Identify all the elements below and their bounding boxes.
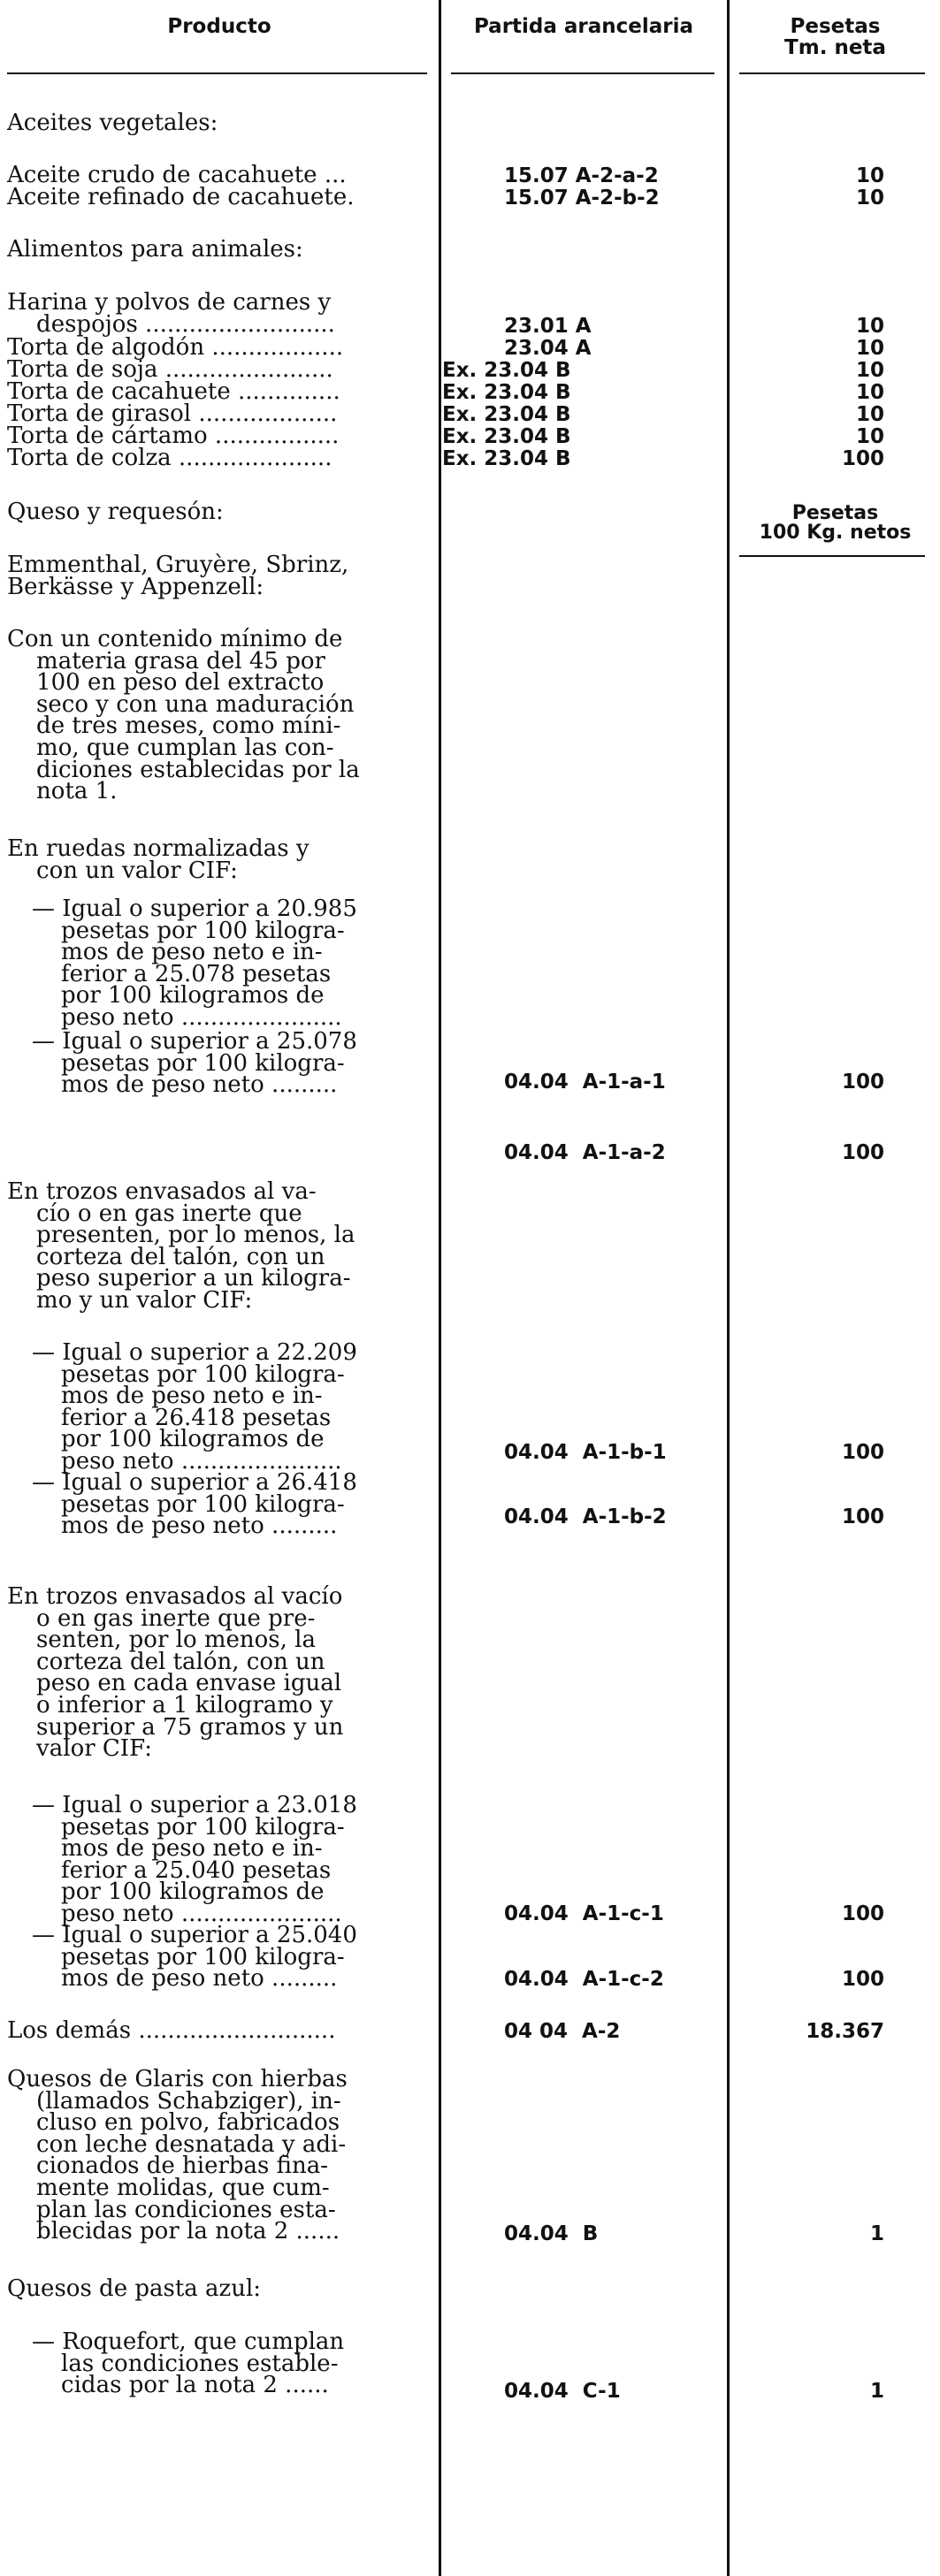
code-demas: 04 04 A-2 — [504, 2020, 621, 2043]
row-product: Torta de algodón .................. — [7, 334, 344, 361]
row-code: 23.04 A — [504, 337, 592, 360]
paragraph-c2: — Igual o superior a 25.040 pesetas por 100 kilogra- mos de peso neto ......... — [32, 1922, 357, 1993]
section-azul: Quesos de pasta azul: — [7, 2275, 262, 2302]
row-value: 10 — [855, 403, 884, 426]
value-t2: 100 — [841, 1505, 884, 1528]
paragraph-c1: — Igual o superior a 23.018 pesetas por 100 kilogra- mos de peso neto e in- ferior a 25.040 pesetas por 100 kilogramos de peso neto ...................... — [32, 1792, 357, 1927]
value-r1: 100 — [841, 1071, 884, 1094]
row-value: 10 — [855, 337, 884, 360]
row-code: Ex. 23.04 B — [442, 425, 571, 448]
paragraph-glaris: Quesos de Glaris con hierbas (llamados Schabziger), in- cluso en polvo, fabricados con leche desnatada y adi- cionados de hierbas fina- mente molidas, que cum- plan las condiciones esta- blecidas por la nota 2 ...... — [7, 2066, 348, 2245]
row-product: Aceite crudo de cacahuete ... — [7, 162, 347, 188]
row-code: Ex. 23.04 B — [442, 381, 571, 404]
paragraph-ruedas: En ruedas normalizadas y con un valor CIF: — [7, 835, 310, 884]
value-c1: 100 — [841, 1902, 884, 1925]
code-r2: 04.04 A-1-a-2 — [504, 1141, 666, 1164]
section-emmenthal: Emmenthal, Gruyère, Sbrinz, Berkässe y Appenzell: — [7, 552, 349, 600]
row-code: Ex. 23.04 B — [442, 403, 571, 426]
paragraph-trozos2: En trozos envasados al vacío o en gas inerte que pre- senten, por lo menos, la corteza del talón, con un peso en cada envase igual o inferior a 1 kilogramo y superior a 75 gramos y un valor CIF: — [7, 1583, 344, 1763]
row-product: Harina y polvos de carnes y despojos .......................... — [7, 289, 335, 338]
value-demas: 18.367 — [806, 2020, 884, 2043]
value-c2: 100 — [841, 1968, 884, 1991]
subheader-rule — [739, 555, 925, 557]
header-partida: Partida arancelaria — [473, 15, 694, 38]
header-rule-2 — [451, 72, 715, 74]
header-rule-1 — [7, 72, 427, 74]
header-rule-3 — [739, 72, 925, 74]
code-r1: 04.04 A-1-a-1 — [504, 1071, 666, 1094]
paragraph-demas: Los demás ........................... — [7, 2017, 336, 2044]
column-divider-1 — [439, 0, 441, 2576]
subheader-pesetas-100kg: Pesetas 100 Kg. netos — [759, 502, 912, 544]
code-roquefort: 04.04 C-1 — [504, 2380, 621, 2403]
code-t2: 04.04 A-1-b-2 — [504, 1505, 667, 1528]
row-value: 10 — [855, 381, 884, 404]
row-product: Torta de girasol ................... — [7, 400, 338, 427]
row-value: 10 — [855, 425, 884, 448]
paragraph-contenido: Con un contenido mínimo de materia grasa del 45 por 100 en peso del extracto seco y con una maduración de tres meses, como míni- mo, que cumplan las con- diciones establecidas por la nota 1. — [7, 626, 360, 805]
section-aceites: Aceites vegetales: — [7, 110, 218, 136]
paragraph-r2: — Igual o superior a 25.078 pesetas por 100 kilogra- mos de peso neto ......... — [32, 1028, 357, 1099]
row-product: Torta de cacahuete .............. — [7, 378, 340, 405]
row-code: 15.07 A-2-a-2 — [504, 164, 659, 187]
paragraph-t2: — Igual o superior a 26.418 pesetas por 100 kilogra- mos de peso neto ......... — [32, 1469, 357, 1540]
row-value: 10 — [855, 359, 884, 382]
code-t1: 04.04 A-1-b-1 — [504, 1441, 667, 1464]
value-t1: 100 — [841, 1441, 884, 1464]
row-product: Torta de cártamo ................. — [7, 423, 340, 449]
code-c1: 04.04 A-1-c-1 — [504, 1902, 664, 1925]
paragraph-roquefort: — Roquefort, que cumplan las condiciones estable- cidas por la nota 2 ...... — [32, 2328, 345, 2399]
paragraph-t1: — Igual o superior a 22.209 pesetas por 100 kilogra- mos de peso neto e in- ferior a 26.418 pesetas por 100 kilogramos de peso neto ...................... — [32, 1339, 357, 1475]
row-value: 10 — [855, 315, 884, 338]
code-glaris: 04.04 B — [504, 2222, 599, 2245]
row-value: 100 — [841, 447, 884, 470]
column-divider-2 — [727, 0, 730, 2576]
row-value: 10 — [855, 187, 884, 210]
row-value: 10 — [855, 164, 884, 187]
paragraph-trozos1: En trozos envasados al va- cío o en gas inerte que presenten, por lo menos, la corteza del talón, con un peso superior a un kilogra- mo y un valor CIF: — [7, 1178, 355, 1314]
row-code: Ex. 23.04 B — [442, 359, 571, 382]
section-queso: Queso y requesón: — [7, 499, 224, 525]
row-code: 15.07 A-2-b-2 — [504, 187, 660, 210]
value-roquefort: 1 — [869, 2380, 884, 2403]
header-producto: Producto — [167, 15, 271, 38]
row-product: Aceite refinado de cacahuete. — [7, 184, 355, 210]
row-code: 23.01 A — [504, 315, 592, 338]
row-product: Torta de colza ..................... — [7, 445, 332, 471]
header-pesetas: Pesetas Tm. neta — [784, 15, 886, 59]
code-c2: 04.04 A-1-c-2 — [504, 1968, 664, 1991]
value-r2: 100 — [841, 1141, 884, 1164]
value-glaris: 1 — [869, 2222, 884, 2245]
row-product: Torta de soja ....................... — [7, 356, 333, 383]
paragraph-r1: — Igual o superior a 20.985 pesetas por 100 kilogra- mos de peso neto e in- ferior a 25.078 pesetas por 100 kilogramos de peso neto ...................... — [32, 896, 357, 1031]
row-code: Ex. 23.04 B — [442, 447, 571, 470]
section-alimentos: Alimentos para animales: — [7, 236, 303, 263]
